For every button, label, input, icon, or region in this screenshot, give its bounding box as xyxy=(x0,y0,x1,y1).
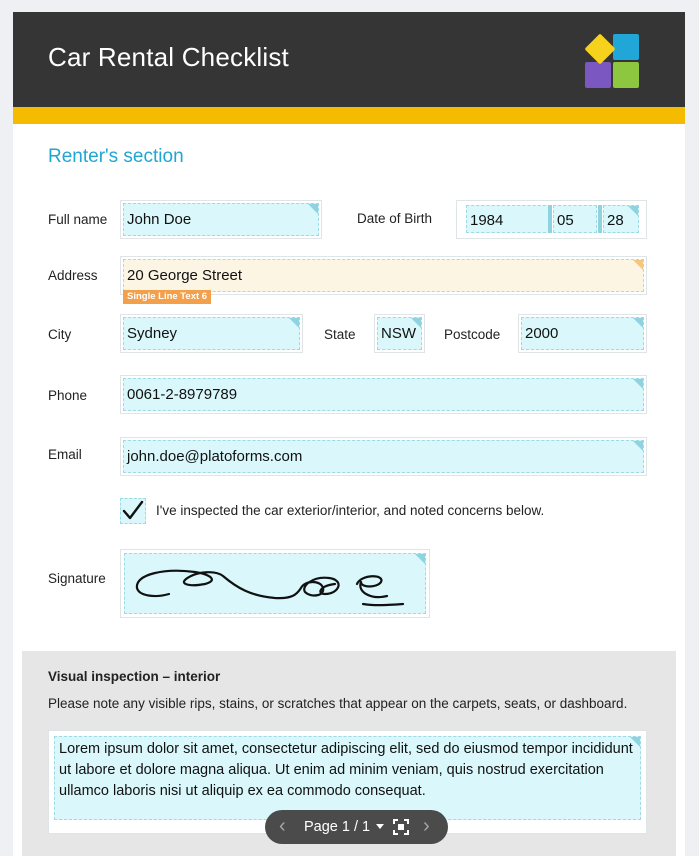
app-logo-icon xyxy=(583,32,641,90)
email-field[interactable] xyxy=(120,437,647,476)
city-label: City xyxy=(48,327,72,342)
visual-inspection-title: Visual inspection – interior xyxy=(48,669,221,684)
signature-field[interactable] xyxy=(120,549,430,618)
dob-year[interactable]: 1984 xyxy=(466,205,551,233)
postcode-label: Postcode xyxy=(444,327,501,342)
address-value[interactable]: 20 George Street xyxy=(123,259,644,292)
page-indicator[interactable]: Page 1 / 1 xyxy=(304,819,371,835)
form-document xyxy=(13,12,685,856)
dob-separator xyxy=(548,205,552,233)
full-name-value[interactable]: John Doe xyxy=(123,203,319,236)
phone-label: Phone xyxy=(48,388,88,403)
chevron-left-icon[interactable]: ‹ xyxy=(279,815,286,837)
inspection-checkbox[interactable] xyxy=(120,498,146,524)
dob-field[interactable] xyxy=(456,200,647,239)
dob-label: Date of Birth xyxy=(357,211,433,226)
postcode-field[interactable] xyxy=(518,314,647,353)
dob-day[interactable]: 28 xyxy=(603,205,639,233)
city-field[interactable] xyxy=(120,314,303,353)
inspection-checkbox-label: I've inspected the car exterior/interior, and noted concerns below. xyxy=(156,503,545,518)
email-label: Email xyxy=(48,447,82,462)
page-navigator xyxy=(265,810,448,844)
chevron-down-icon[interactable] xyxy=(376,824,384,829)
header-bar xyxy=(13,12,685,107)
inspection-notes-value[interactable]: Lorem ipsum dolor sit amet, consectetur adipiscing elit, sed do eiusmod tempor incididunt ut labore et dolore magna aliqua. Ut enim ad minim veniam, quis nostrud exercitation ullamco laboris nisi ut aliquip ex ea commodo consequat. xyxy=(54,736,641,820)
full-name-label: Full name xyxy=(48,212,108,227)
city-value[interactable]: Sydney xyxy=(123,317,300,350)
phone-value[interactable]: 0061-2-8979789 xyxy=(123,378,644,411)
renter-section-title: Renter's section xyxy=(48,146,184,167)
postcode-value[interactable]: 2000 xyxy=(521,317,644,350)
fullscreen-icon[interactable] xyxy=(393,819,409,835)
signature-label: Signature xyxy=(48,571,106,586)
full-name-field[interactable] xyxy=(120,200,322,239)
email-value[interactable]: john.doe@platoforms.com xyxy=(123,440,644,473)
state-value[interactable]: NSW xyxy=(377,317,422,350)
form-title: Car Rental Checklist xyxy=(48,42,289,72)
dob-month[interactable]: 05 xyxy=(553,205,597,233)
chevron-right-icon[interactable]: › xyxy=(423,815,430,837)
checkmark-icon xyxy=(121,499,145,523)
state-label: State xyxy=(324,327,356,342)
signature-drawing-icon xyxy=(125,554,427,615)
signature-pad[interactable] xyxy=(124,553,426,614)
visual-inspection-description: Please note any visible rips, stains, or scratches that appear on the carpets, seats, or dashboard. xyxy=(48,696,628,711)
address-label: Address xyxy=(48,268,98,283)
state-field[interactable] xyxy=(374,314,425,353)
dob-separator xyxy=(598,205,602,233)
field-type-badge: Single Line Text 6 xyxy=(123,290,211,304)
accent-stripe xyxy=(13,107,685,124)
phone-field[interactable] xyxy=(120,375,647,414)
